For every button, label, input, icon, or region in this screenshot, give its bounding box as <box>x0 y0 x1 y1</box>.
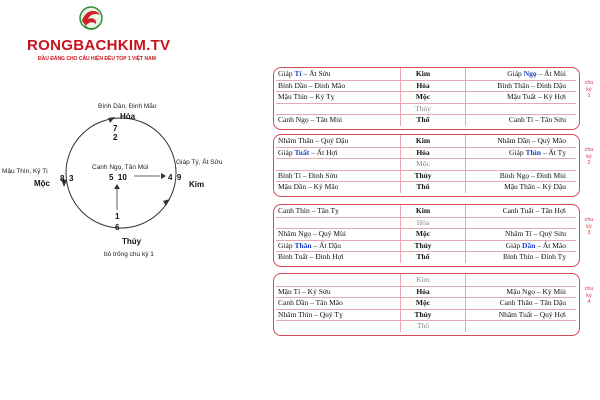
element-cell: Thủy <box>415 103 431 113</box>
table-row <box>270 91 580 102</box>
center-pairs-label: Canh Ngọ, Tân Mùi <box>92 164 149 171</box>
brand-name: RONGBACHKIM.TV <box>27 37 171 54</box>
top-number-1: 7 <box>113 124 118 133</box>
element-cell: Hỏa <box>416 286 430 296</box>
left-pair-cell: Giáp Tuất – Ất Hợi <box>278 147 338 157</box>
cycle-label: chu kỳ 3 <box>584 217 594 236</box>
right-pairs-label: Giáp Tý, Ất Sửu <box>176 159 223 166</box>
bottom-number-2: 6 <box>115 223 120 232</box>
left-pair-cell: Giáp Tí – Ất Sửu <box>278 69 331 78</box>
table-row <box>270 170 580 181</box>
right-pair-cell: Bính Thân – Đinh Dậu <box>497 80 566 90</box>
element-cell: Mộc <box>415 298 431 308</box>
left-number-2: 3 <box>69 174 74 183</box>
top-number-2: 2 <box>113 133 118 142</box>
cycle-label: chu kỳ 2 <box>584 147 594 166</box>
right-numbers: 4 9 <box>168 173 182 182</box>
left-pair-cell: Bính Tuất – Đinh Hợi <box>278 252 344 262</box>
five-elements-diagram <box>0 75 260 325</box>
right-pair-cell: Giáp Dần – Ất Mão <box>505 240 566 250</box>
left-pair-cell: Nhâm Thìn – Quý Tỵ <box>278 309 343 319</box>
left-pair-cell: Giáp Thân – Ất Dậu <box>278 240 341 250</box>
left-pair-cell: Bính Dần – Đinh Mão <box>278 80 346 90</box>
left-pair-cell: Canh Thìn – Tân Tỵ <box>278 206 339 215</box>
element-cell: Hỏa <box>416 80 430 90</box>
table-row <box>270 240 580 251</box>
cycle-label: chu kỳ 1 <box>584 80 594 99</box>
table-row <box>270 251 580 262</box>
left-pair-cell: Canh Dần – Tân Mão <box>278 298 343 308</box>
left-pair-cell: Nhâm Ngọ – Quý Mùi <box>278 229 346 239</box>
left-pair-cell: Mậu Thìn – Kỷ Tỵ <box>278 92 335 102</box>
element-cell: Thủy <box>414 240 432 250</box>
element-cell: Thổ <box>416 115 430 125</box>
left-pair-cell: Canh Ngọ – Tân Mùi <box>278 115 343 125</box>
cycle-label: chu kỳ 4 <box>584 286 594 305</box>
table-row <box>270 217 580 228</box>
element-cell: Kim <box>415 136 431 145</box>
right-pair-cell: Canh Tuất – Tân Hợi <box>502 206 566 215</box>
right-element-label: Kim <box>189 180 205 189</box>
table-row <box>270 205 580 216</box>
table-row <box>270 68 580 79</box>
table-row <box>270 228 580 239</box>
right-pair-cell: Canh Tí – Tân Sửu <box>508 115 566 125</box>
element-cell: Hỏa <box>416 217 430 227</box>
site-logo[interactable] <box>0 0 600 75</box>
table-row <box>270 320 580 331</box>
table-row <box>270 80 580 91</box>
right-pair-cell: Mậu Thân – Kỷ Dậu <box>504 182 566 192</box>
element-cell: Kim <box>415 69 431 78</box>
element-cycle-table <box>270 66 600 336</box>
left-number-1: 8 <box>60 174 65 183</box>
left-element-label: Mộc <box>34 179 50 188</box>
right-pair-cell: Nhâm Tuất – Quý Hợi <box>498 309 566 319</box>
bottom-number-1: 1 <box>115 212 120 221</box>
top-element-label: Hỏa <box>120 112 136 121</box>
table-row <box>270 147 580 158</box>
right-pair-cell: Mậu Tuất – Kỷ Hợi <box>507 92 566 102</box>
right-pair-cell: Giáp Thìn – Ất Tỵ <box>509 147 566 157</box>
center-numbers: 5 10 <box>109 173 127 182</box>
left-pair-cell: Mậu Tí – Kỷ Sửu <box>278 286 331 296</box>
left-pairs-label: Mậu Thìn, Kỷ Tị <box>2 168 48 175</box>
right-pair-cell: Mậu Ngọ – Kỷ Mùi <box>506 286 566 296</box>
element-cell: Kim <box>416 275 430 284</box>
element-cell: Mộc <box>415 229 431 239</box>
table-row <box>270 135 580 146</box>
table-row <box>270 309 580 320</box>
element-cell: Thổ <box>416 252 430 262</box>
right-pair-cell: Nhâm Dần – Quý Mão <box>497 136 566 145</box>
right-pair-cell: Canh Thân – Tân Dậu <box>499 298 566 308</box>
table-row <box>270 274 580 285</box>
element-cell: Thổ <box>416 321 430 331</box>
element-cell: Kim <box>415 206 431 215</box>
element-cell: Thủy <box>414 170 432 180</box>
left-pair-cell: Mậu Dần – Kỷ Mão <box>278 182 339 192</box>
element-cell: Hỏa <box>416 147 430 157</box>
left-pair-cell: Nhâm Thân – Quý Dậu <box>278 136 349 145</box>
right-pair-cell: Bính Ngọ – Đinh Mùi <box>499 170 566 180</box>
element-cell: Mộc <box>415 92 431 102</box>
table-row <box>270 158 580 169</box>
element-cell: Thổ <box>416 182 430 192</box>
right-pair-cell: Nhâm Tí – Quý Sửu <box>504 229 566 239</box>
table-row <box>270 286 580 297</box>
element-cell: Thủy <box>414 309 432 319</box>
table-row <box>270 114 580 125</box>
top-pairs-label: Bính Dần, Đinh Mão <box>98 103 157 110</box>
left-pair-cell: Bính Tí – Đinh Sửu <box>278 170 338 180</box>
right-pair-cell: Bính Thìn – Đinh Tỵ <box>502 252 566 262</box>
diagram-caption: bỏ trống chu kỳ 1 <box>104 251 154 258</box>
dragon-logo-icon <box>76 4 106 36</box>
brand-tagline: ĐẦU ĐÁNG CHO CÂU HIỆN ĐỀU TOP 1 VIỆT NAM <box>38 56 156 62</box>
table-row <box>270 103 580 114</box>
element-cell: Mộc <box>416 159 430 169</box>
bottom-element-label: Thủy <box>122 237 142 246</box>
right-pair-cell: Giáp Ngọ – Ất Mùi <box>507 69 566 78</box>
table-row <box>270 297 580 308</box>
table-row <box>270 181 580 192</box>
